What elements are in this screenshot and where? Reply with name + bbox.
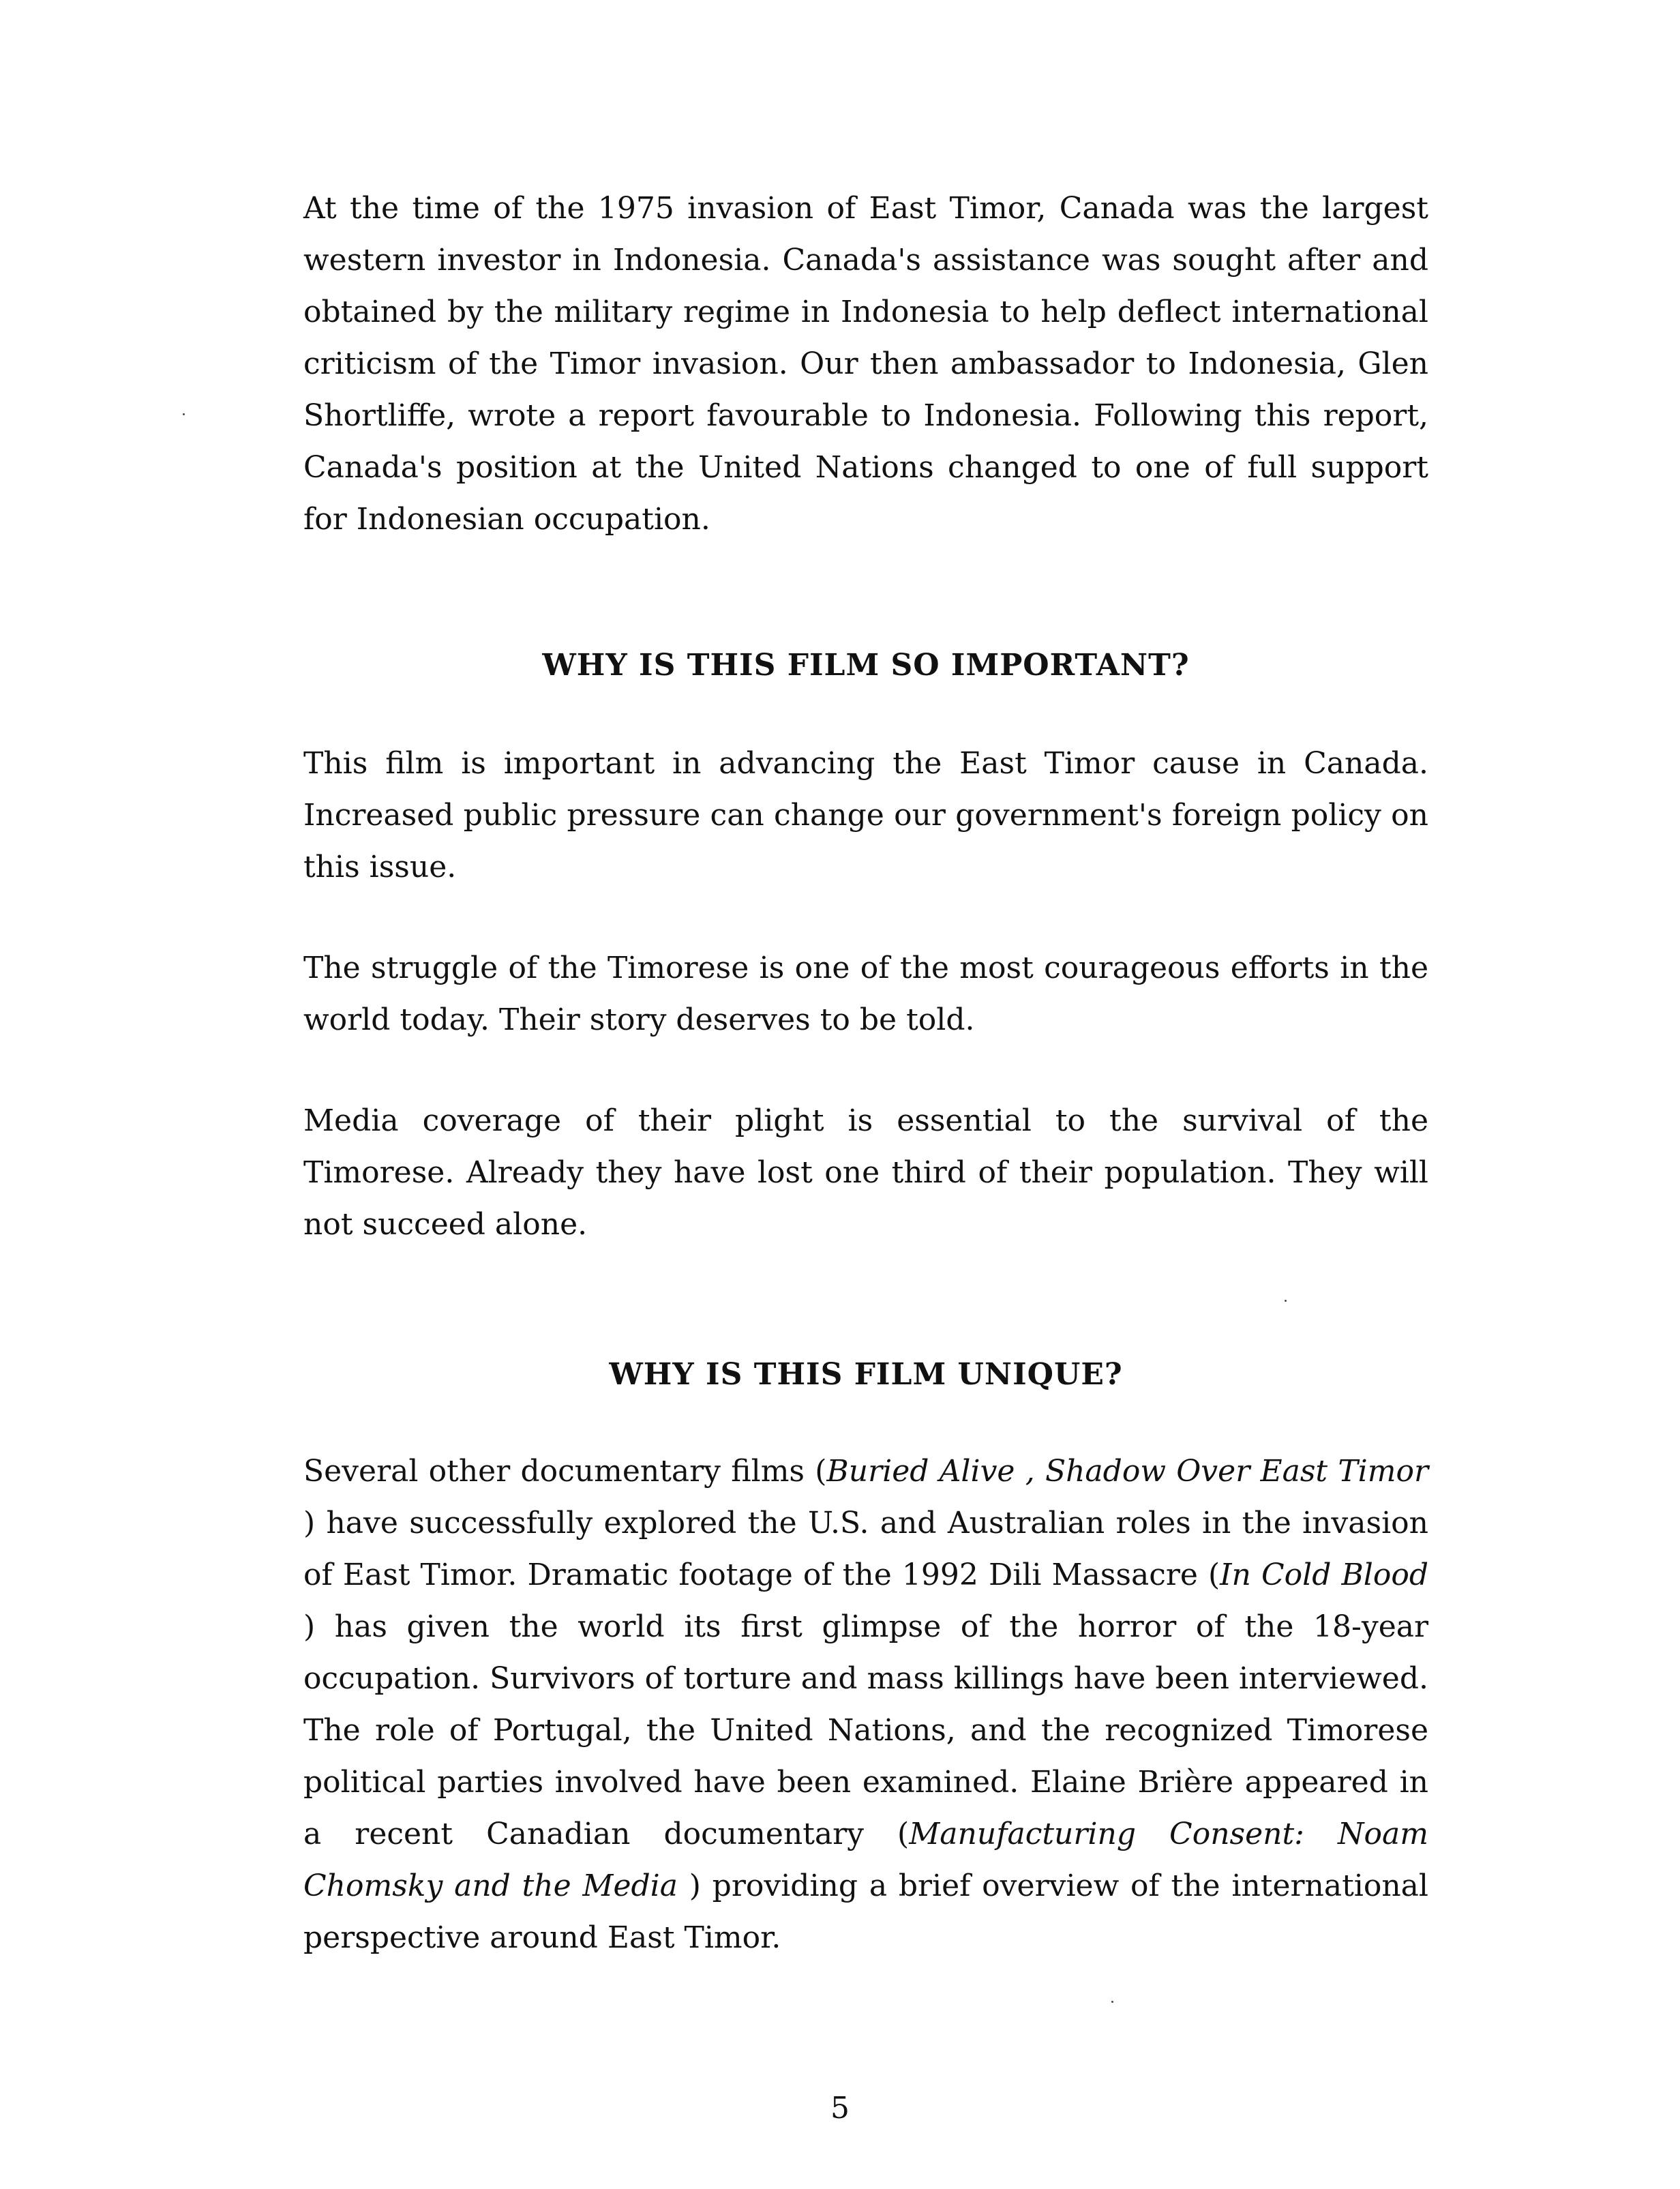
paragraph-film-important: This film is important in advancing the East Timor cause in Canada. Increased public pressure can change our government's foreign policy on this issue.: [303, 746, 1428, 884]
text-span: Several other documentary films (: [303, 1454, 827, 1489]
page-number: 5: [830, 2091, 850, 2126]
heading-why-important: WHY IS THIS FILM SO IMPORTANT?: [542, 648, 1190, 683]
scan-speck: [1285, 1300, 1287, 1302]
paragraph-canada-investor: At the time of the 1975 invasion of East Timor, Canada was the largest western investor in Indonesia. Canada's assistance was sought after and obtained by the military regime in Indonesia to help deflect international criticism of the Timor invasion. Our then ambassador to Indonesia, Glen Shortliffe, wrote a report favourable to Indonesia. Following this report, Canada's position at the United Nations changed to one of full support for Indonesian occupation.: [303, 191, 1428, 537]
scan-speck: [1111, 2001, 1113, 2003]
scan-speck: [183, 413, 185, 415]
text-span: ) providing a brief overview of the international perspective around East Timor.: [303, 1868, 1428, 1955]
film-title-manufacturing-consent: Manufacturing Consent: Noam Chomsky and the Media: [303, 1817, 1429, 1903]
paragraph-other-documentaries: [303, 1446, 1428, 1964]
film-title-buried-alive: Buried Alive , Shadow Over East Timor: [826, 1454, 1429, 1489]
paragraph-media-coverage: Media coverage of their plight is essential to the survival of the Timorese. Already they have lost one third of their population. They will not succeed alone.: [303, 1103, 1428, 1242]
paragraph-struggle: The struggle of the Timorese is one of the most courageous efforts in the world today. Their story deserves to be told.: [303, 951, 1428, 1037]
text-span: ) have successfully explored the U.S. and Australian roles in the invasion of East Timor. Dramatic footage of the 1992 Dili Massacre (: [303, 1506, 1428, 1592]
text-span: ) has given the world its first glimpse of the horror of the 18-year occupation. Survivors of torture and mass killings have been interviewed. The role of Portugal, the United Nations, and the recognized Timorese political parties involved have been examined. Elaine Brière appeared in a recent Canadian documentary (: [303, 1609, 1428, 1851]
film-title-in-cold-blood: In Cold Blood: [1220, 1558, 1429, 1592]
heading-why-unique: WHY IS THIS FILM UNIQUE?: [609, 1357, 1123, 1392]
